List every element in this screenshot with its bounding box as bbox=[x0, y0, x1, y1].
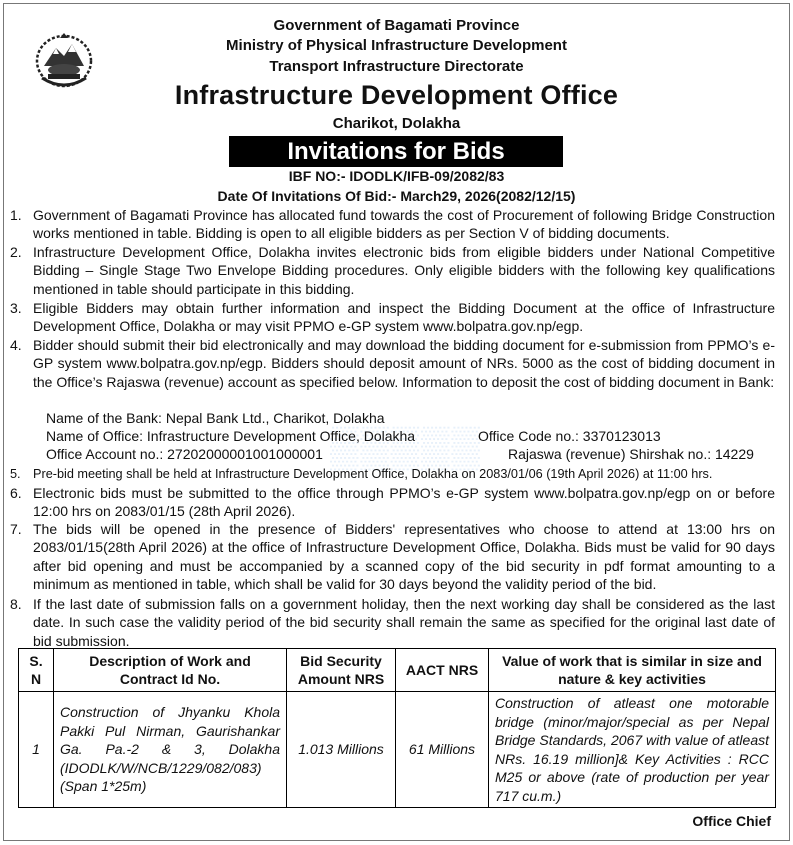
bank-name: Name of the Bank: Nepal Bank Ltd., Charikot, Dolakha bbox=[46, 410, 385, 426]
cell-description: Construction of Jhyanku Khola Pakki Pul Nirman, Gaurishankar Ga. Pa.-2 & 3, Dolakha (IDODLK/W/NCB/1229/082/083) (Span 1*25m) bbox=[54, 692, 287, 808]
paragraph-2: 2. Infrastructure Development Office, Dolakha invites electronic bids from eligible bidders under National Competitive Bidding – Single Stage Two Envelope Bidding procedures. Only eligible bidders with the following key qualifications mentioned in table should participate in this bidding. bbox=[10, 244, 775, 297]
office-code: Office Code no.: 3370123013 bbox=[478, 428, 661, 444]
paragraph-7: 7. The bids will be opened in the presence of Bidders' representatives who choose to attend at 13:00 hrs on 2083/01/15(28th April 2026) at the office of Infrastructure Development Office, Dolakha. Bids must be valid for 90 days after bid opening and must be accompanied by a scanned copy of the bid security in pdf format amounting to a minimum as mentioned in table, which shall be valid for 30 days beyond the validity period of the bid. bbox=[10, 521, 775, 592]
paragraph-3: 3. Eligible Bidders may obtain further information and inspect the Bidding Document at the office of Infrastructure Development Office, Dolakha or may visit PPMO e-GP system www.bolpatra.gov.np/egp. bbox=[10, 300, 775, 335]
cell-bid-security: 1.013 Millions bbox=[287, 692, 396, 808]
paragraph-1: 1. Government of Bagamati Province has allocated fund towards the cost of Procurement of following Bridge Construction works mentioned in table. Bidding is open to all eligible bidders as per Section V of bidding documents. bbox=[10, 207, 775, 242]
paragraph-4: 4. Bidder should submit their bid electronically and may download the bidding document for e-submission from PPMO’s e-GP system www.bolpatra.gov.np/egp. Bidders should deposit amount of NRs. 5000 as the cost of bidding document in the Office’s Rajaswa (revenue) account as specified below. Information to deposit the cost of bidding document in Bank: bbox=[10, 337, 775, 390]
col-header-sn: S. N bbox=[19, 649, 54, 692]
table-row bbox=[19, 692, 776, 808]
bid-table bbox=[18, 648, 776, 808]
table-header-row bbox=[19, 649, 776, 692]
directorate-name: Transport Infrastructure Directorate bbox=[269, 58, 524, 75]
revenue-shirshak: Rajaswa (revenue) Shirshak no.: 14229 bbox=[508, 446, 754, 462]
col-header-bid-security: Bid Security Amount NRS bbox=[287, 649, 396, 692]
paragraph-6: 6. Electronic bids must be submitted to the office through PPMO’s e-GP system www.bolpatra.gov.np/egp on or before 12:00 hrs on 2083/01/15 (28th April 2026). bbox=[10, 485, 775, 520]
cell-sn: 1 bbox=[19, 692, 54, 808]
ministry-name: Ministry of Physical Infrastructure Development bbox=[226, 37, 567, 54]
paragraph-8: 8. If the last date of submission falls on a government holiday, then the next working day shall be considered as the last date. In such case the validity period of the bid security shall remain the same as specified for the original last date of bid submission. bbox=[10, 596, 775, 649]
paragraph-5: 5. Pre-bid meeting shall be held at Infrastructure Development Office, Dolakha on 2083/01/06 (19th April 2026) at 11:00 hrs. bbox=[10, 467, 713, 481]
col-header-description: Description of Work and Contract Id No. bbox=[54, 649, 287, 692]
government-name: Government of Bagamati Province bbox=[273, 17, 520, 34]
office-location: Charikot, Dolakha bbox=[332, 115, 461, 132]
notice-title: Invitations for Bids bbox=[229, 136, 563, 167]
ifb-number: IBF NO:- IDODLK/IFB-09/2082/83 bbox=[288, 168, 505, 184]
office-name: Name of Office: Infrastructure Development Office, Dolakha bbox=[46, 428, 416, 444]
signature-office-chief: Office Chief bbox=[692, 813, 771, 829]
cell-aact: 61 Millions bbox=[396, 692, 489, 808]
cell-similar-work: Construction of atleast one motorable bridge (minor/major/special as per Nepal Bridge Standards, 2067 with value of atleast NRs. 16.19 million]& Key Activities : RCC M25 or above (rate of production per year 717 cu.m.) bbox=[489, 692, 776, 808]
office-title: Infrastructure Development Office bbox=[174, 80, 619, 110]
col-header-similar-work: Value of work that is similar in size and nature & key activities bbox=[489, 649, 776, 692]
faint-watermark: ▒▒▒▒▒ bbox=[330, 425, 482, 469]
invitation-date: Date Of Invitations Of Bid:- March29, 2026(2082/12/15) bbox=[217, 188, 576, 204]
col-header-aact: AACT NRS bbox=[396, 649, 489, 692]
office-account: Office Account no.: 27202000001001000001 bbox=[46, 446, 323, 462]
